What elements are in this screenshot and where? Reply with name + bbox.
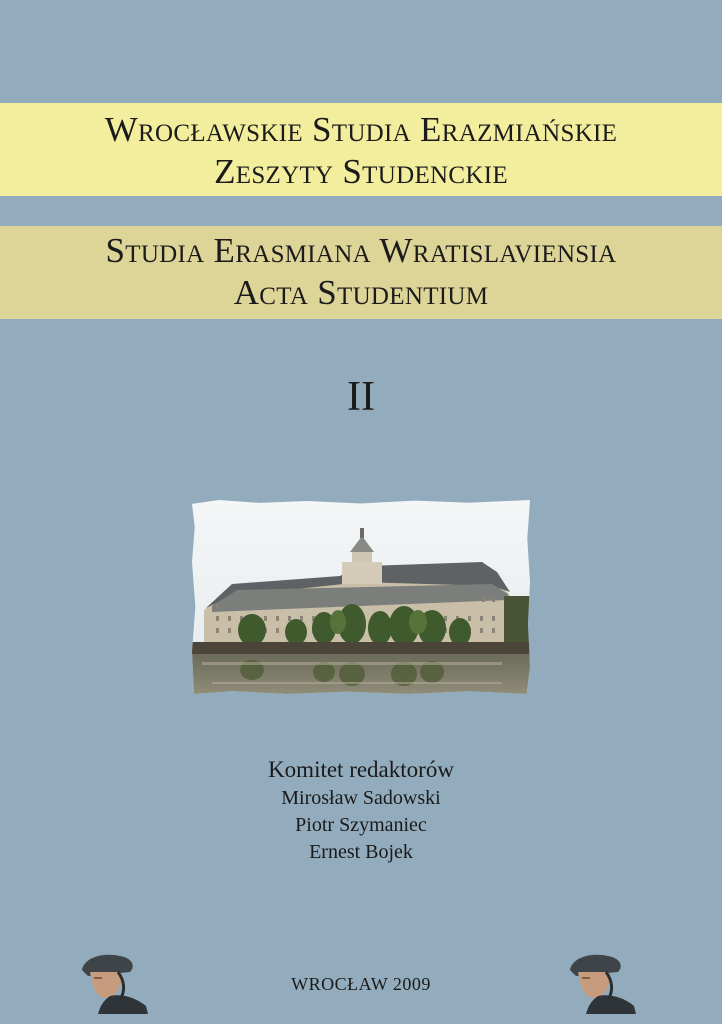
latin-series-title-line-1: Studia Erasmiana Wratislaviensia <box>105 231 617 270</box>
editor-name: Ernest Bojek <box>309 841 413 863</box>
imprint-place-year: WROCŁAW 2009 <box>291 974 431 994</box>
latin-series-title-band <box>0 226 722 319</box>
polish-series-title-band <box>0 103 722 196</box>
erasmus-portrait-icon <box>568 950 638 1014</box>
editor-name: Piotr Szymaniec <box>295 814 427 836</box>
editorial-committee-title: Komitet redaktorów <box>268 757 454 782</box>
polish-series-title-line-2: Zeszyty Studenckie <box>214 152 508 191</box>
latin-series-title-line-2: Acta Studentium <box>233 273 489 312</box>
editor-name: Mirosław Sadowski <box>281 787 441 809</box>
volume-number: II <box>347 374 375 420</box>
polish-series-title-line-1: Wrocławskie Studia Erazmiańskie <box>104 110 618 149</box>
university-building-photo <box>192 500 530 694</box>
editorial-committee <box>0 755 722 866</box>
